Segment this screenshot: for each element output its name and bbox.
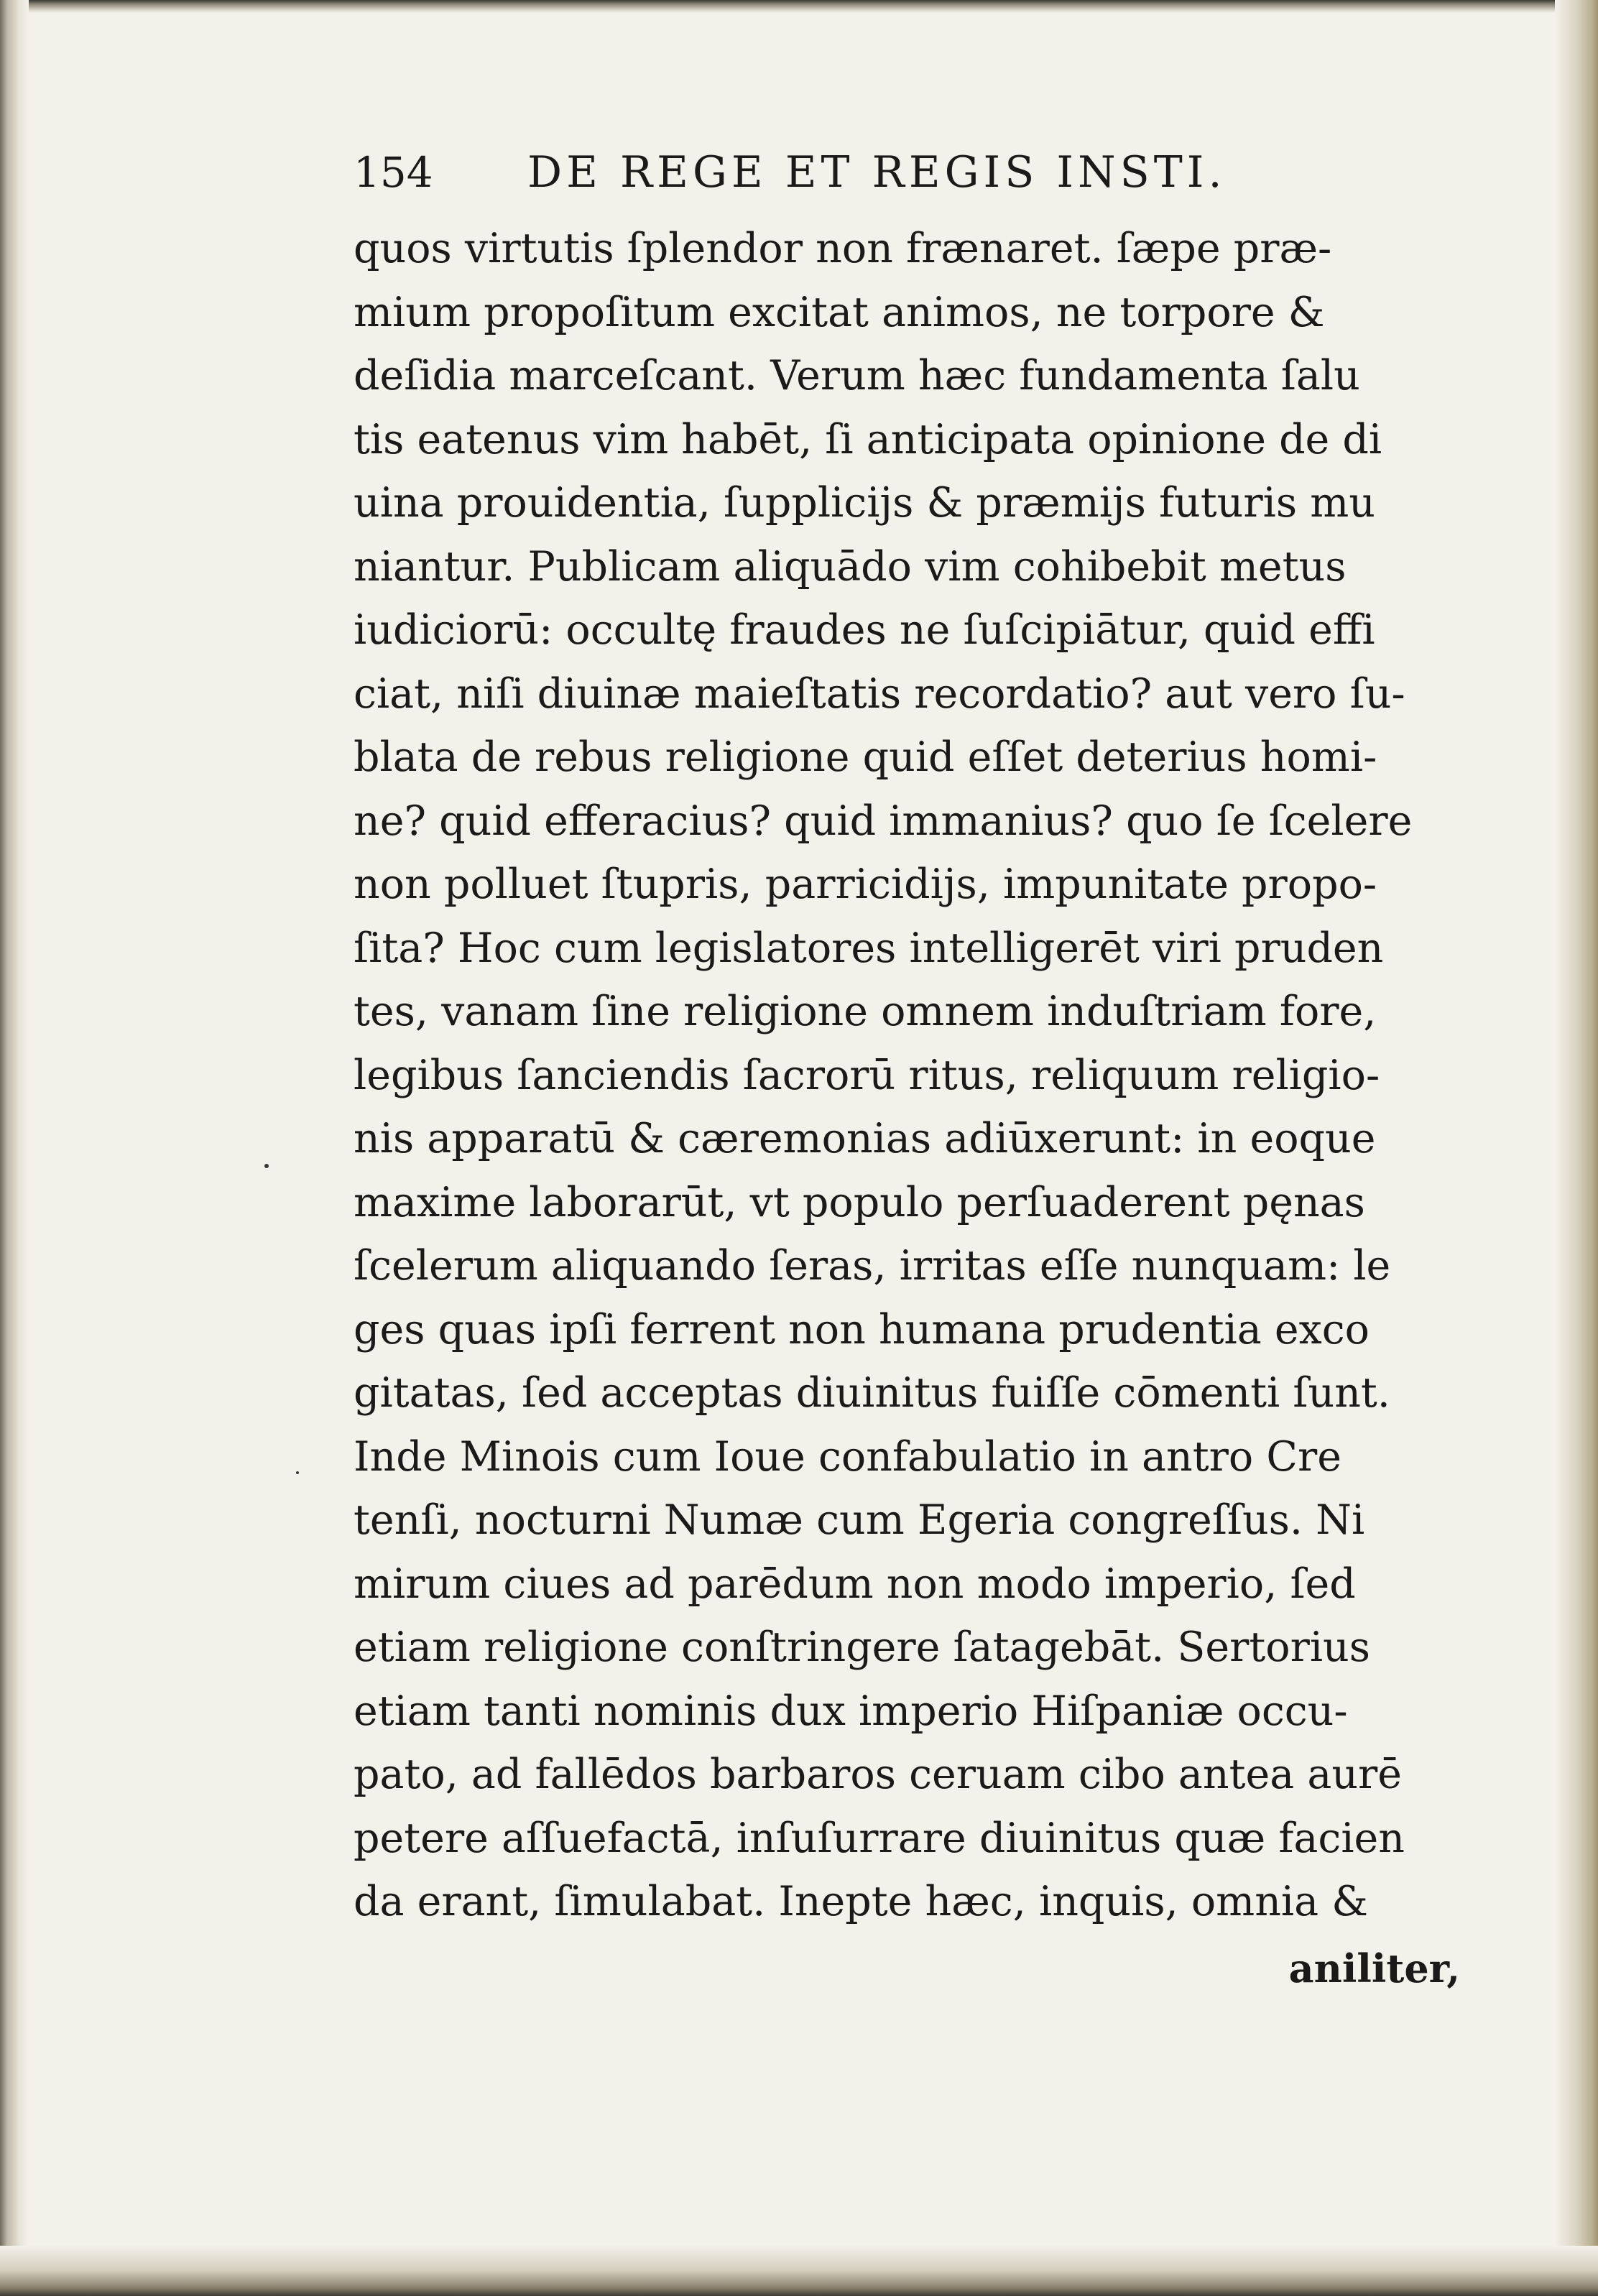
page-left-edge <box>0 0 29 2296</box>
ink-speck <box>296 1471 299 1474</box>
text-line: etiam religione conſtringere ſatagebāt. Sertorius <box>354 1624 1371 1671</box>
text-line: non polluet ſtupris, parricidijs, impunitate propo- <box>354 861 1377 908</box>
text-line: ges quas ipſi ferrent non humana prudentia exco <box>354 1305 1370 1353</box>
text-line: Inde Minois cum Ioue confabulatio in antro Cre <box>354 1432 1341 1481</box>
text-line: tes, vanam ſine religione omnem induſtriam fore, <box>354 988 1377 1035</box>
text-line: ſcelerum aliquando ſeras, irritas eſſe nunquam: le <box>354 1242 1391 1290</box>
ink-speck <box>264 1164 269 1168</box>
text-line: legibus ſanciendis ſacrorū ritus, reliquum religio- <box>354 1051 1380 1099</box>
text-line: gitatas, ſed acceptas diuinitus fuiſſe cōmenti ſunt. <box>354 1369 1390 1417</box>
text-line: niantur. Publicam aliquādo vim cohibebit metus <box>354 542 1347 591</box>
text-line: quos virtutis ſplendor non frænaret. ſæpe præ- <box>354 225 1332 272</box>
text-line: ciat, niſi diuinæ maieſtatis recordatio? aut vero ſu- <box>354 670 1405 718</box>
text-line: uina prouidentia, ſupplicijs & præmijs futuris mu <box>354 479 1375 527</box>
body-text <box>354 217 1460 1934</box>
page-top-edge <box>0 0 1598 13</box>
text-line: nis apparatū & cæremonias adiūxerunt: in eoque <box>354 1115 1376 1162</box>
text-line: mium propoſitum excitat animos, ne torpore & <box>354 288 1325 336</box>
text-line: blata de rebus religione quid eſſet deterius homi- <box>354 733 1377 781</box>
text-line: etiam tanti nominis dux imperio Hiſpaniæ occu- <box>354 1687 1348 1735</box>
running-head <box>354 144 1331 201</box>
page-bottom-edge <box>0 2246 1598 2296</box>
text-line: iudiciorū: occultę fraudes ne ſuſcipiātur, quid effi <box>354 606 1375 654</box>
text-line: maxime laborarūt, vt populo perſuaderent pęnas <box>354 1178 1365 1226</box>
page-number: 154 <box>354 148 433 197</box>
text-line: tenſi, nocturni Numæ cum Egeria congreſſus. Ni <box>354 1496 1365 1544</box>
text-line: tis eatenus vim habēt, ſi anticipata opinione de di <box>354 415 1382 463</box>
text-line: petere aſſuefactā, inſuſurrare diuinitus quæ facien <box>354 1814 1405 1862</box>
text-line: mirum ciues ad parēdum non modo imperio, ſed <box>354 1560 1356 1608</box>
text-line: da erant, ſimulabat. Inepte hæc, inquis, omnia & <box>354 1878 1368 1925</box>
page-right-edge <box>1555 0 1598 2296</box>
text-line: ſita? Hoc cum legislatores intelligerēt viri pruden <box>354 924 1384 972</box>
catchword: aniliter, <box>1288 1945 1460 1991</box>
text-line: deſidia marceſcant. Verum hæc fundamenta ſalu <box>354 352 1360 399</box>
running-title: DE REGE ET REGIS INSTI. <box>527 147 1227 198</box>
text-line: ne? quid efferacius? quid immanius? quo ſe ſcelere <box>354 797 1413 845</box>
text-line: pato, ad fallēdos barbaros ceruam cibo antea aurē <box>354 1751 1403 1798</box>
